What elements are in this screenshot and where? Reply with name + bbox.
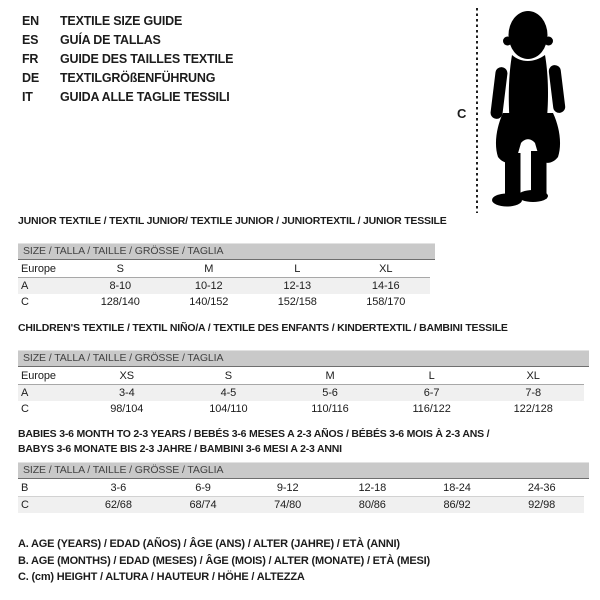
column-header: S	[224, 369, 233, 382]
cell: 10-12	[194, 280, 223, 292]
language-list	[22, 12, 233, 107]
row-label: C	[21, 296, 29, 308]
children-table-title: CHILDREN'S TEXTILE / TEXTIL NIÑO/A / TEXTILE DES ENFANTS / KINDERTEXTIL / BAMBINI TESSILE	[18, 322, 508, 334]
note-age-years: A. AGE (YEARS) / EDAD (AÑOS) / ÂGE (ANS) / ALTER (JAHRE) / ETÀ (ANNI)	[18, 538, 400, 550]
column-header: XL	[379, 262, 393, 275]
babies-table-title-line1: BABIES 3-6 MONTH TO 2-3 YEARS / BEBÉS 3-6 MESES A 2-3 AÑOS / BÉBÉS 3-6 MOIS À 2-3 ANS /	[18, 428, 490, 440]
language-row-it	[22, 88, 233, 107]
cell: 8-10	[109, 280, 132, 292]
column-header: XL	[526, 369, 540, 382]
junior-size-header: SIZE / TALLA / TAILLE / GRÖSSE / TAGLIA	[18, 243, 435, 260]
cell: 12-18	[358, 481, 387, 494]
cell: 9-12	[276, 481, 299, 494]
row-label: C	[21, 499, 29, 511]
cell: 128/140	[100, 296, 140, 308]
column-header: Europe	[21, 369, 56, 382]
babies-table-title-line2: BABYS 3-6 MONATE BIS 2-3 JAHRE / BAMBINI 3-6 MESI A 2-3 ANNI	[18, 443, 342, 455]
children-column-header-row	[18, 367, 584, 385]
column-header: L	[428, 369, 435, 382]
cell: 74/80	[274, 499, 302, 511]
junior-textile-table	[18, 215, 447, 310]
row-label: B	[21, 481, 29, 494]
row-label: C	[21, 403, 29, 415]
cell: 3-4	[118, 387, 135, 399]
cell: 6-9	[195, 481, 211, 494]
cell: 18-24	[443, 481, 471, 494]
babies-textile-table	[18, 427, 584, 513]
language-title: TEXTILE SIZE GUIDE	[60, 14, 183, 28]
cell: 98/104	[110, 403, 144, 415]
cell: 116/122	[412, 403, 451, 415]
legend-notes	[18, 536, 430, 586]
row-label: A	[21, 387, 29, 399]
language-code: ES	[22, 33, 39, 47]
column-header: M	[325, 369, 335, 382]
cell: 152/158	[277, 296, 317, 308]
cell: 158/170	[366, 296, 406, 308]
row-label: A	[21, 280, 29, 292]
table-row-age	[18, 385, 584, 401]
cell: 4-5	[220, 387, 237, 399]
language-row-es	[22, 31, 233, 50]
language-code: IT	[22, 90, 33, 104]
cell: 122/128	[513, 403, 553, 415]
cell: 140/152	[189, 296, 229, 308]
height-measure-line	[476, 8, 478, 213]
note-height-cm: C. (cm) HEIGHT / ALTURA / HAUTEUR / HÖHE / ALTEZZA	[18, 571, 305, 583]
cell: 104/110	[209, 403, 248, 415]
baby-silhouette-image	[490, 10, 566, 208]
cell: 12-13	[283, 280, 312, 292]
cell: 3-6	[110, 481, 127, 494]
children-size-header: SIZE / TALLA / TAILLE / GRÖSSE / TAGLIA	[18, 350, 589, 367]
language-code: EN	[22, 14, 39, 28]
cell: 14-16	[371, 280, 400, 292]
language-title: GUIDE DES TAILLES TEXTILE	[60, 52, 234, 66]
height-measure-label: C	[457, 106, 467, 121]
table-row-age-months	[18, 479, 584, 497]
babies-size-header: SIZE / TALLA / TAILLE / GRÖSSE / TAGLIA	[18, 462, 589, 479]
column-header: L	[294, 262, 301, 275]
note-age-months: B. AGE (MONTHS) / EDAD (MESES) / ÂGE (MOIS) / ALTER (MONATE) / ETÀ (MESI)	[18, 554, 430, 567]
cell: 86/92	[443, 499, 471, 511]
column-header: M	[204, 262, 214, 275]
column-header: Europe	[21, 262, 56, 275]
language-title: GUÍA DE TALLAS	[60, 33, 161, 47]
cell: 68/74	[189, 499, 217, 511]
cell: 7-8	[525, 387, 541, 399]
language-row-de	[22, 69, 233, 88]
column-header: S	[116, 262, 124, 275]
cell: 110/116	[311, 403, 349, 415]
children-textile-table	[18, 322, 584, 417]
cell: 62/68	[104, 499, 132, 511]
cell: 80/86	[358, 499, 386, 511]
column-header: XS	[119, 369, 135, 382]
language-code: FR	[22, 52, 39, 66]
language-title: GUIDA ALLE TAGLIE TESSILI	[60, 90, 230, 104]
language-row-en	[22, 12, 233, 31]
cell: 6-7	[423, 387, 440, 399]
language-code: DE	[22, 71, 39, 85]
table-row-height	[18, 294, 430, 310]
table-row-height	[18, 497, 584, 513]
language-title: TEXTILGRÖßENFÜHRUNG	[60, 71, 216, 85]
junior-table-title: JUNIOR TEXTILE / TEXTIL JUNIOR/ TEXTILE JUNIOR / JUNIORTEXTIL / JUNIOR TESSILE	[18, 215, 447, 227]
table-row-age	[18, 278, 430, 294]
cell: 92/98	[528, 499, 556, 511]
language-row-fr	[22, 50, 233, 69]
table-row-height	[18, 401, 584, 417]
junior-column-header-row	[18, 260, 430, 278]
cell: 5-6	[322, 387, 338, 399]
babies-table-title	[18, 427, 584, 457]
cell: 24-36	[527, 481, 556, 494]
